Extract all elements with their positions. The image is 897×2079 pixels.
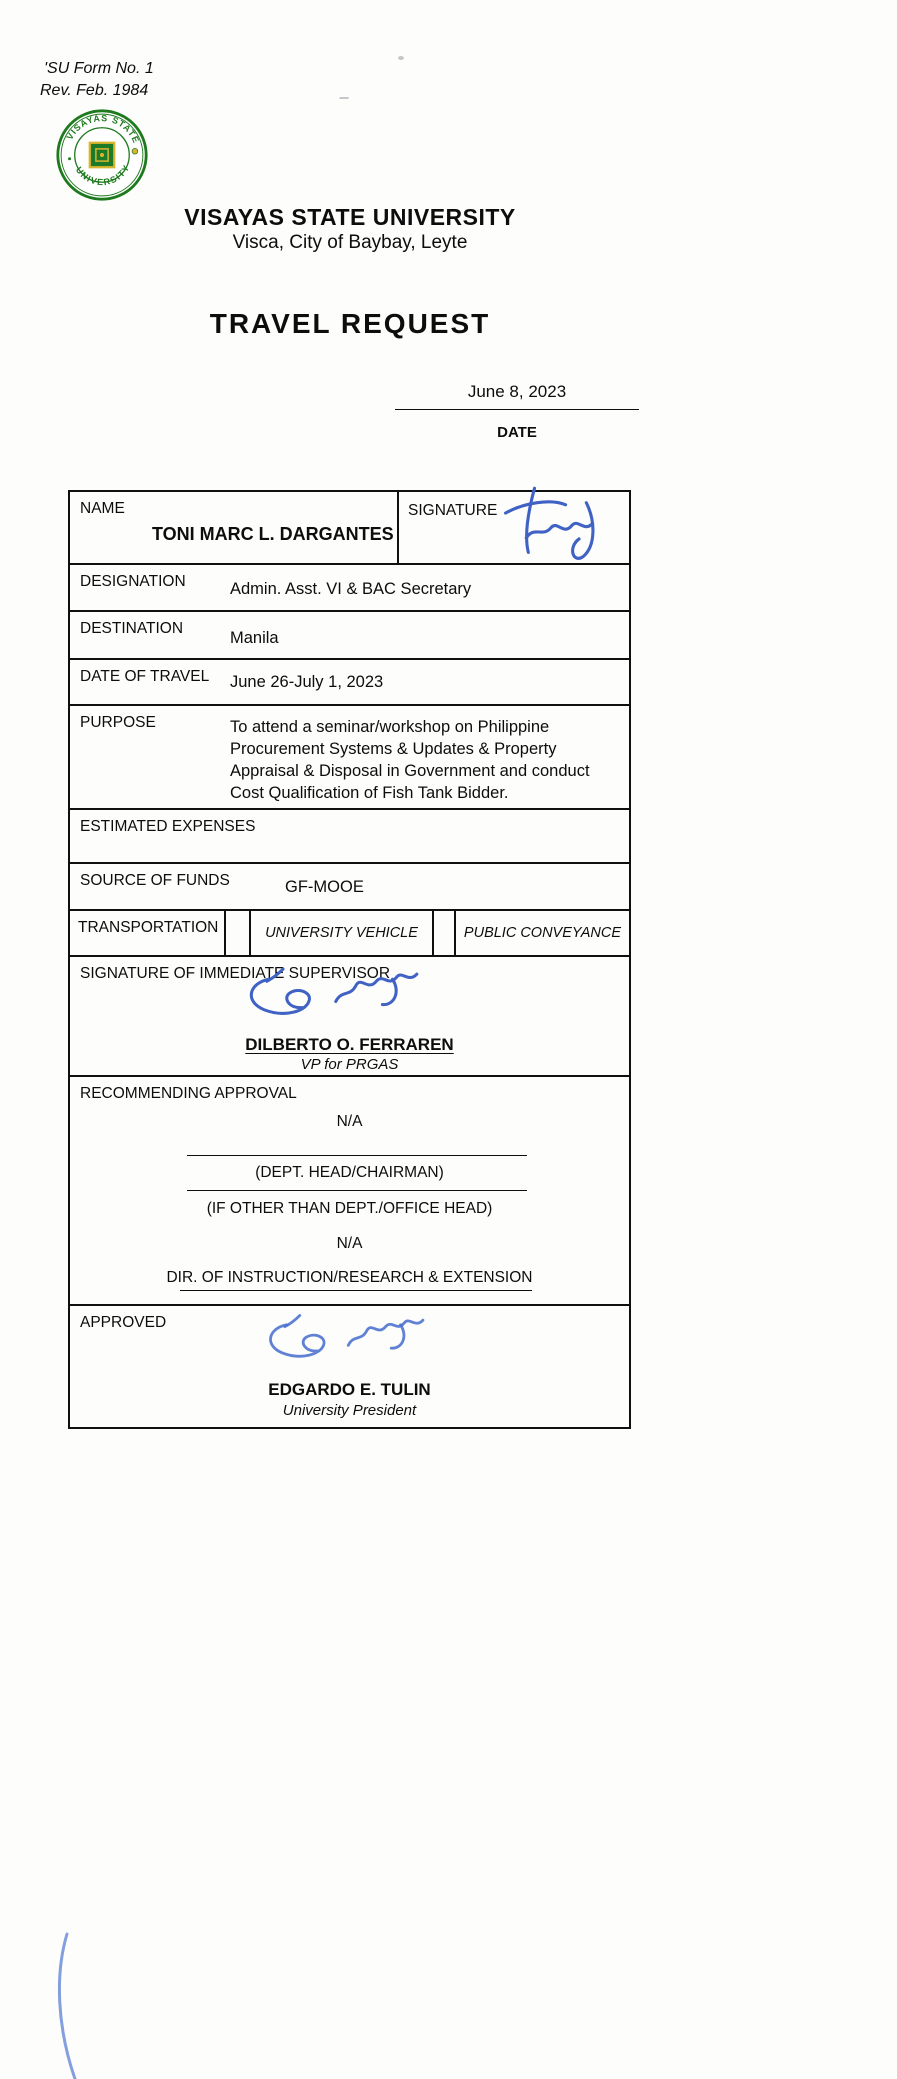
destination-value: Manila — [230, 629, 279, 647]
supervisor-name: DILBERTO O. FERRAREN — [245, 1035, 454, 1054]
director-value: N/A — [336, 1235, 363, 1252]
date-label: DATE — [497, 424, 537, 441]
approved-label: APPROVED — [80, 1314, 167, 1331]
row-transportation — [70, 911, 629, 957]
dept-head-value: N/A — [336, 1113, 363, 1130]
university-seal-icon — [55, 108, 149, 202]
source-of-funds-value: GF-MOOE — [285, 878, 364, 896]
dept-head-signature-line — [187, 1155, 527, 1156]
pen-streak-artifact — [45, 1932, 115, 2079]
university-address: Visca, City of Baybay, Leyte — [232, 232, 468, 253]
date-value: June 8, 2023 — [467, 382, 567, 401]
date-underline — [395, 409, 639, 410]
row-approved — [70, 1306, 629, 1427]
purpose-label: PURPOSE — [80, 714, 156, 731]
signature-tulin — [248, 1308, 484, 1378]
signature-dargantes — [468, 482, 628, 570]
director-signature-line — [180, 1290, 532, 1291]
estimated-expenses-label: ESTIMATED EXPENSES — [80, 818, 256, 835]
form-revision: Rev. Feb. 1984 — [40, 82, 149, 99]
row-date-of-travel — [70, 660, 629, 706]
row-estimated-expenses — [70, 810, 629, 864]
row-purpose — [70, 706, 629, 810]
recommending-approval-label: RECOMMENDING APPROVAL — [80, 1085, 297, 1102]
row-designation — [70, 565, 629, 612]
row-destination — [70, 612, 629, 660]
date-of-travel-label: DATE OF TRAVEL — [80, 668, 210, 685]
row-recommending-approval — [70, 1077, 629, 1306]
signature-label: SIGNATURE — [408, 502, 498, 519]
row-supervisor-signature — [70, 957, 629, 1077]
university-vehicle-option: UNIVERSITY VEHICLE — [249, 911, 432, 955]
director-label: DIR. OF INSTRUCTION/RESEARCH & EXTENSION — [166, 1269, 533, 1286]
supervisor-title: VP for PRGAS — [300, 1056, 399, 1073]
document-title: TRAVEL REQUEST — [209, 308, 491, 339]
seal-top-text: VISAYAS STATE — [64, 113, 142, 145]
public-conveyance-checkbox — [432, 911, 454, 955]
other-head-signature-line — [187, 1190, 527, 1191]
name-value: TONI MARC L. DARGANTES — [152, 524, 394, 544]
transportation-label: TRANSPORTATION — [78, 919, 219, 936]
dept-head-label: (DEPT. HEAD/CHAIRMAN) — [255, 1164, 444, 1181]
supervisor-label: SIGNATURE OF IMMEDIATE SUPERVISOR — [80, 965, 391, 982]
cell-divider — [397, 492, 399, 563]
row-name-signature — [70, 492, 629, 565]
scan-speck — [339, 92, 352, 99]
scan-speck — [398, 56, 404, 60]
transportation-label-cell — [70, 911, 224, 955]
date-of-travel-value: June 26-July 1, 2023 — [230, 673, 384, 691]
signature-ferraren — [235, 961, 475, 1037]
purpose-value: To attend a seminar/workshop on Philippine Procurement Systems & Updates & Property Appraisal & Disposal in Government and conduct Cost Qualification of Fish Tank Bidder. — [230, 718, 590, 802]
designation-label: DESIGNATION — [80, 573, 186, 590]
designation-value: Admin. Asst. VI & BAC Secretary — [230, 580, 472, 598]
destination-label: DESTINATION — [80, 620, 184, 637]
public-conveyance-option: PUBLIC CONVEYANCE — [454, 911, 629, 955]
name-label: NAME — [80, 500, 125, 517]
president-title: University President — [282, 1402, 417, 1419]
president-name: EDGARDO E. TULIN — [268, 1380, 431, 1399]
university-vehicle-checkbox — [224, 911, 249, 955]
seal-bottom-text: UNIVERSITY — [73, 162, 132, 188]
university-name: VISAYAS STATE UNIVERSITY — [184, 204, 516, 230]
travel-request-table — [68, 490, 631, 1429]
form-number: 'SU Form No. 1 — [44, 60, 154, 77]
row-source-of-funds — [70, 864, 629, 911]
source-of-funds-label: SOURCE OF FUNDS — [80, 872, 230, 889]
other-head-label: (IF OTHER THAN DEPT./OFFICE HEAD) — [206, 1200, 493, 1217]
